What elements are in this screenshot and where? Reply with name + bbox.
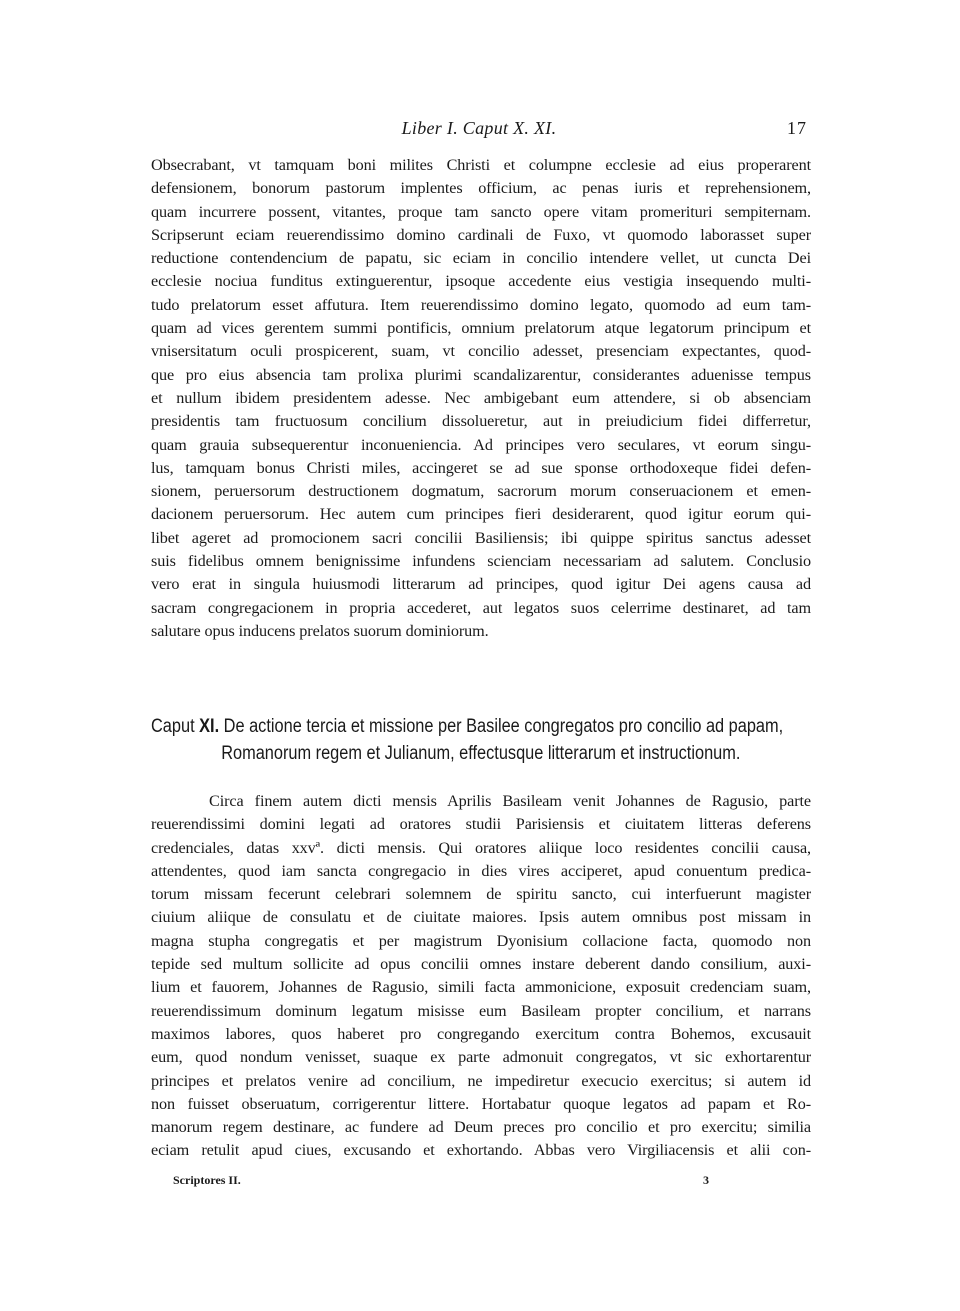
text-line: torum missam fecerunt celebrari solemnem de spiritu sancto, cui interfuerunt magister: [151, 885, 811, 904]
text-line: Scripserunt eciam reuerendissimo domino cardinali de Fuxo, vt quomodo laborasset super: [151, 225, 811, 244]
text-line: principes et prelatos venire ad concilium, ne impediretur execucio exercitus; si autem id: [151, 1071, 811, 1090]
chapter-heading-line-1: [151, 713, 811, 740]
text-line: et nullum ibidem presidentem adesse. Nec ambigebant eum attendere, si ob absenciam: [151, 388, 811, 407]
chapter-number: XI.: [199, 716, 220, 737]
text-line: reductione contendencium de papatu, sic eciam in concilio intendere vellet, ut cuncta Dei: [151, 249, 811, 268]
text-line: reuerendissimi domini legati ad oratores studii Parisiensis et ciuitatem litteras deferens: [151, 815, 811, 834]
text-line: vero erat in singula huiusmodi litterarum ad principes, quod igitur Dei agens causa ad: [151, 575, 811, 594]
text-line: Circa finem autem dicti mensis Aprilis Basileam venit Johannes de Ragusio, parte: [209, 792, 811, 810]
text-line: maximos labores, quos haberet pro congregando exercitum contra Bohemos, excusauit: [151, 1024, 811, 1043]
text-line: attendentes, quod iam sancta congregacio in dies vires acciperet, apud conuentum predica-: [151, 861, 811, 880]
chapter-label: Caput: [151, 716, 195, 737]
text-line: defensionem, bonorum pastorum implentes officium, ac penas iuris et reprehensionem,: [151, 179, 811, 198]
text-line: quam incurrere possent, vitantes, proque tam sancto opere vitam promerituri sempiternam.: [151, 202, 811, 221]
text-line: sionem, peruersorum destructionem dogmatum, sacrorum morum conseruacionem et emen-: [151, 482, 811, 501]
text-line: que pro eius absencia tam prolixa plurimi scandalizarentur, considerantes aduenisse tempus: [151, 365, 811, 384]
text-line: reuerendissimum dominum legatum misisse eum Basileam propter concilium, et narrans: [151, 1001, 811, 1020]
chapter-title-line-2: Romanorum regem et Julianum, effectusque litterarum et instructionum.: [221, 743, 741, 764]
text-line: eciam retulit apud ciues, excusando et exhortando. Abbas vero Virgiliacensis et alii con-: [151, 1141, 811, 1160]
text-line: non fuisset obseruatum, corrigerentur littere. Hortabatur quoque legatos ad papam et Ro-: [151, 1094, 811, 1113]
text-line: manorum regem destinare, ac fundere ad Deum preces pro concilio et pro exercitu; similia: [151, 1118, 811, 1137]
paragraph-1: [151, 154, 811, 643]
text-line: libet ageret ad promocionem sacri concilii Basiliensis; ibi quippe spiritus sanctus adesset: [151, 528, 811, 547]
text-line: dacionem peruersorum. Hec autem cum principes fieri desiderarent, quod igitur eorum qui-: [151, 505, 811, 524]
text-line: magna stupha congregatis et per magistrum Dyonisium collacione facta, quomodo non: [151, 931, 811, 950]
text-line: Obsecrabant, vt tamquam boni milites Christi et columpne ecclesie ad eius properarent: [151, 156, 811, 174]
text-line: salutare opus inducens prelatos suorum dominiorum.: [151, 621, 489, 640]
text-line: lium et fauorem, Johannes de Ragusio, simili facta ammonicione, exposuit credenciam suam,: [151, 978, 811, 997]
signature-right: 3: [703, 1173, 709, 1187]
text-line: sacram congregacionem in propria accederet, aut legatos suos celerrime destinaret, ad tam: [151, 598, 811, 617]
signature-left: Scriptores II.: [173, 1173, 241, 1187]
page-footer: [151, 1173, 811, 1193]
text-line: credenciales, datas xxvª. dicti mensis. Qui oratores aliique loco residentes concilii causa,: [151, 838, 811, 857]
running-head: [151, 118, 807, 144]
text-line: eum, quod nondum venisset, suaque ex parte admonuit congregatos, vt sic exhortarentur: [151, 1048, 811, 1067]
running-title: Liber I. Caput X. XI.: [401, 118, 557, 138]
text-line: tepide sed multum sollicite ad opus concilii omnes instare deberent dando consilium, auxi-: [151, 955, 811, 974]
chapter-title-line-1: De actione tercia et missione per Basilee congregatos pro concilio ad papam,: [223, 716, 784, 737]
text-line: lus, tamquam bonus Christi miles, accingeret se ad sue sponse orthodoxeque fidei defen-: [151, 458, 811, 477]
chapter-heading: [151, 713, 811, 767]
text-line: quam grauia subsequerentur inconueniencia. Ad principes vero seculares, vt eorum singu-: [151, 435, 811, 454]
paragraph-2: [151, 790, 811, 1163]
text-line: suis fidelibus omnem benignissime infundens scienciam necessariam ad salutem. Conclusio: [151, 552, 811, 571]
text-line: ciuium aliique de consulatu et de ciuitate maiores. Ipsis autem omnibus post missam in: [151, 908, 811, 927]
page-number: 17: [787, 118, 807, 138]
text-line: presidentis tam fructuosum concilium dissolueretur, aut in preiudicium fidei differretur,: [151, 412, 811, 431]
text-line: quam ad vices gerentem summi pontificis, omnium prelatorum atque legatorum principum et: [151, 319, 811, 338]
text-line: ecclesie nociua funditus extinguerentur, ipsoque accedente eius vestigia insequendo multi-: [151, 272, 811, 291]
text-line: vnisersitatum oculi prospicerent, suam, vt concilio adesset, presenciam expectantes, quod-: [151, 342, 811, 361]
text-line: tudo prelatorum esset affutura. Item reuerendissimo domino legato, quomodo ad eum tam-: [151, 295, 811, 314]
